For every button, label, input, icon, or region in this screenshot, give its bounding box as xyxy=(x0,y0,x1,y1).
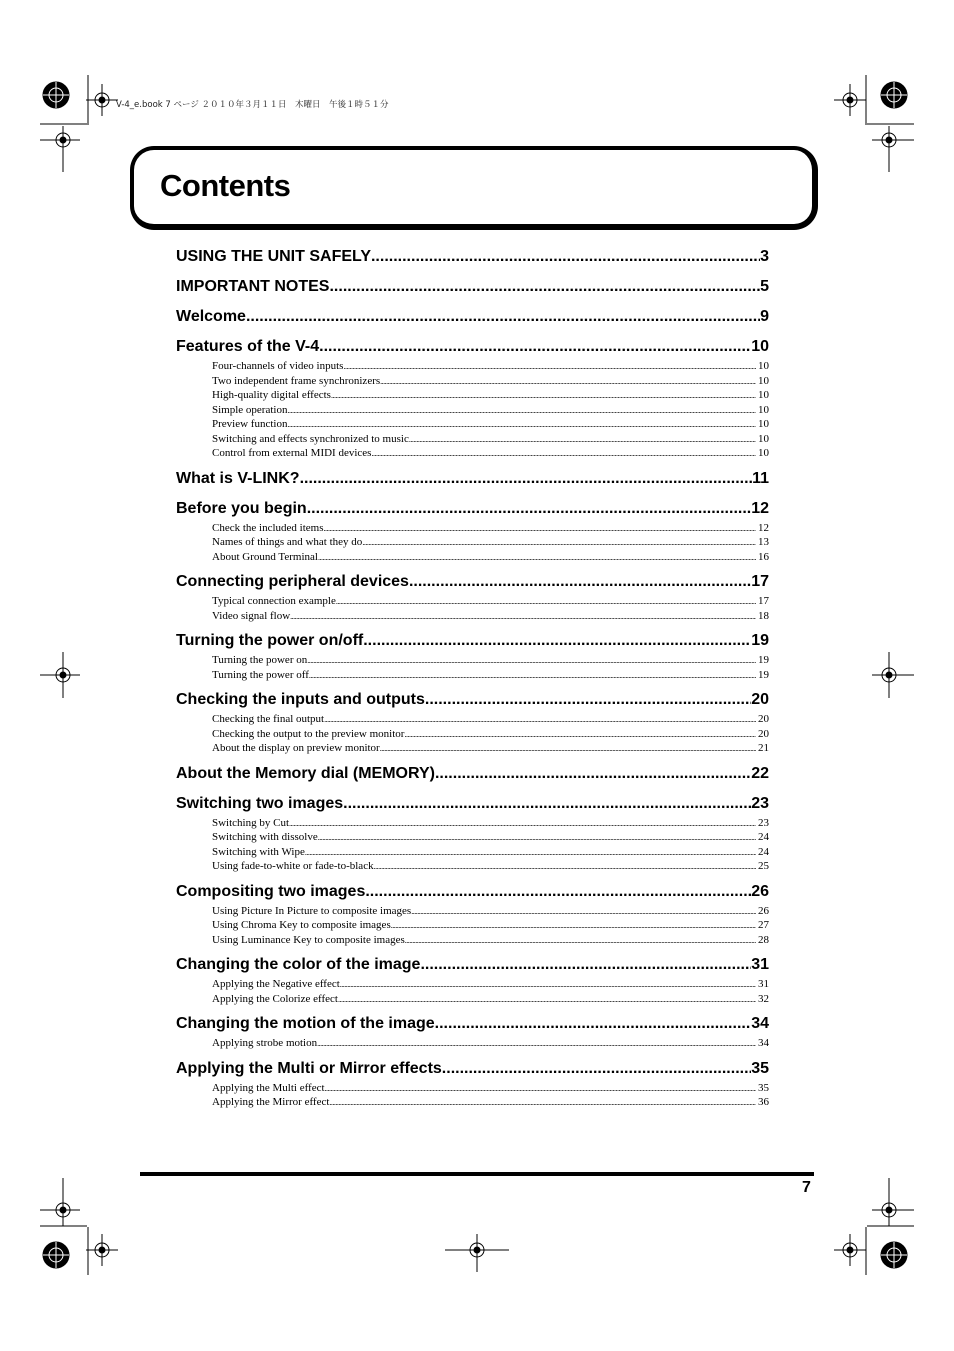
toc-heading-title: Checking the inputs and outputs xyxy=(176,691,425,708)
toc-subitem-title: About Ground Terminal xyxy=(212,550,318,563)
dot-leader xyxy=(425,691,751,709)
dot-leader xyxy=(365,883,751,901)
toc-subitem-title: Checking the output to the preview monitor xyxy=(212,727,405,740)
toc-subitem-page: 32 xyxy=(758,992,769,1005)
toc-heading-title: Changing the color of the image xyxy=(176,956,421,973)
toc-subitem-page: 25 xyxy=(758,860,769,872)
toc-subitem-title: Using fade-to-white or fade-to-black xyxy=(212,860,374,872)
dot-leader xyxy=(319,338,751,356)
toc-subitem-title: Names of things and what they do xyxy=(212,536,363,548)
dot-leader xyxy=(409,573,751,591)
toc-heading-link[interactable] xyxy=(176,1060,769,1082)
toc-subitem-list xyxy=(176,905,769,949)
toc-subitem-list xyxy=(176,1082,769,1111)
toc-section xyxy=(176,338,769,462)
dot-leader xyxy=(289,819,756,828)
toc-subitem-link[interactable] xyxy=(212,610,769,625)
toc-heading-title: Before you begin xyxy=(176,499,307,517)
toc-section xyxy=(176,470,769,492)
dot-leader xyxy=(329,278,760,296)
toc-subitem-page: 12 xyxy=(758,521,769,534)
dot-leader xyxy=(287,420,756,429)
dot-leader xyxy=(435,1015,752,1033)
crosshair-icon xyxy=(40,1178,80,1226)
crosshair-icon xyxy=(86,1234,118,1266)
toc-subitem-title: Check the included items xyxy=(212,521,324,534)
toc-section xyxy=(176,691,769,757)
dot-leader xyxy=(324,715,756,724)
toc-subitem-page: 24 xyxy=(758,831,769,843)
crosshair-icon xyxy=(834,84,866,116)
toc-section xyxy=(176,1060,769,1111)
toc-heading-page: 9 xyxy=(760,308,769,325)
crosshair-icon xyxy=(445,1234,509,1272)
toc-subitem-list xyxy=(176,360,769,462)
toc-subitem-link[interactable] xyxy=(212,1082,769,1097)
toc-subitem-link[interactable] xyxy=(212,846,769,861)
toc-subitem-title: Turning the power off xyxy=(212,668,309,681)
toc-subitem-title: Using Chroma Key to composite images xyxy=(212,919,391,931)
toc-section xyxy=(176,308,769,330)
toc-section xyxy=(176,795,769,875)
dot-leader xyxy=(305,848,756,857)
dot-leader xyxy=(329,1098,756,1107)
toc-subitem-link[interactable] xyxy=(212,728,769,743)
dot-leader xyxy=(362,538,756,547)
crosshair-icon xyxy=(872,1178,914,1226)
toc-heading-title: Compositing two images xyxy=(176,882,366,900)
toc-subitem-page: 23 xyxy=(758,816,769,829)
toc-heading-title: About the Memory dial (MEMORY) xyxy=(176,764,435,782)
toc-subitem-page: 34 xyxy=(758,1037,769,1049)
dot-leader xyxy=(374,862,756,871)
dot-leader xyxy=(340,980,756,989)
toc-subitem-title: About the display on preview monitor xyxy=(212,742,380,754)
dot-leader xyxy=(300,470,753,488)
toc-subitem-page: 10 xyxy=(758,447,769,459)
toc-heading-link[interactable] xyxy=(176,500,769,522)
toc-subitem-link[interactable] xyxy=(212,551,769,566)
toc-section xyxy=(176,883,769,949)
crosshair-icon xyxy=(872,126,914,172)
crosshair-icon xyxy=(40,126,80,172)
toc-subitem-list xyxy=(176,817,769,875)
toc-section xyxy=(176,765,769,787)
dot-leader xyxy=(380,744,756,753)
toc-section xyxy=(176,278,769,300)
dot-leader xyxy=(324,524,757,533)
toc-subitem-page: 18 xyxy=(758,609,769,622)
dot-leader xyxy=(409,435,756,444)
toc-subitem-title: Switching and effects synchronized to music xyxy=(212,432,409,445)
toc-subitem-title: Video signal flow xyxy=(212,609,291,622)
registration-target-icon xyxy=(43,1242,69,1268)
dot-leader xyxy=(307,500,752,518)
toc-heading-title: Applying the Multi or Mirror effects xyxy=(176,1059,442,1077)
toc-subitem-title: Using Luminance Key to composite images xyxy=(212,933,405,946)
toc-heading-link[interactable] xyxy=(176,248,769,270)
toc-subitem-list xyxy=(176,1037,769,1052)
toc-heading-title: Features of the V-4 xyxy=(176,338,320,355)
toc-subitem-page: 10 xyxy=(758,432,769,445)
toc-heading-link[interactable] xyxy=(176,308,769,330)
dot-leader xyxy=(391,921,756,930)
toc-subitem-link[interactable] xyxy=(212,919,769,934)
dot-leader xyxy=(371,248,760,266)
toc-heading-link[interactable] xyxy=(176,883,769,905)
toc-heading-link[interactable] xyxy=(176,278,769,300)
toc-subitem-link[interactable] xyxy=(212,978,769,993)
toc-subitem-title: Two independent frame synchronizers xyxy=(212,374,381,387)
toc-subitem-link[interactable] xyxy=(212,522,769,537)
toc-section xyxy=(176,500,769,566)
footer-rule xyxy=(140,1172,814,1176)
toc-subitem-page: 10 xyxy=(758,403,769,416)
toc-subitem-link[interactable] xyxy=(212,360,769,375)
toc-subitem-page: 17 xyxy=(758,595,769,607)
toc-heading-title: Welcome xyxy=(176,308,246,325)
dot-leader xyxy=(338,995,756,1004)
toc-section xyxy=(176,573,769,624)
dot-leader xyxy=(309,671,756,680)
toc-subitem-title: Applying the Colorize effect xyxy=(212,992,338,1005)
toc-subitem-page: 13 xyxy=(758,536,769,548)
toc-subitem-page: 27 xyxy=(758,919,769,931)
dot-leader xyxy=(363,632,751,650)
dot-leader xyxy=(404,730,756,739)
toc-heading-page: 20 xyxy=(751,691,769,708)
toc-heading-link[interactable] xyxy=(176,1015,769,1037)
toc-subitem-title: Using Picture In Picture to composite images xyxy=(212,904,412,917)
toc-subitem-link[interactable] xyxy=(212,1037,769,1052)
toc-subitem-list xyxy=(176,522,769,566)
toc-subitem-title: Simple operation xyxy=(212,403,288,416)
toc-section xyxy=(176,956,769,1007)
toc-heading-title: What is V-LINK? xyxy=(176,469,300,487)
toc-heading-page: 34 xyxy=(751,1015,769,1032)
toc-section xyxy=(176,632,769,683)
registration-target-icon xyxy=(881,1242,907,1268)
toc-subitem-list xyxy=(176,978,769,1007)
toc-heading-link[interactable] xyxy=(176,573,769,595)
toc-subitem-page: 10 xyxy=(758,360,769,372)
toc-heading-page: 12 xyxy=(751,499,769,517)
toc-heading-page: 22 xyxy=(751,764,769,782)
toc-subitem-link[interactable] xyxy=(212,536,769,551)
registration-target-icon xyxy=(43,82,69,108)
toc-heading-page: 11 xyxy=(752,469,769,487)
toc-subitem-page: 10 xyxy=(758,389,769,401)
dot-leader xyxy=(290,612,756,621)
toc-heading-title: IMPORTANT NOTES xyxy=(176,278,330,295)
toc-subitem-link[interactable] xyxy=(212,595,769,610)
toc-subitem-page: 26 xyxy=(758,904,769,917)
toc-heading-page: 35 xyxy=(751,1059,769,1077)
toc-subitem-title: Typical connection example xyxy=(212,595,336,607)
toc-subitem-link[interactable] xyxy=(212,418,769,433)
toc-subitem-list xyxy=(176,713,769,757)
toc-subitem-title: Four-channels of video inputs xyxy=(212,360,344,372)
dot-leader xyxy=(287,406,756,415)
toc-subitem-page: 21 xyxy=(758,742,769,754)
toc-heading-title: Connecting peripheral devices xyxy=(176,573,409,590)
dot-leader xyxy=(405,936,756,945)
toc-subitem-title: Checking the final output xyxy=(212,713,325,725)
dot-leader xyxy=(343,362,756,371)
toc-heading-title: USING THE UNIT SAFELY xyxy=(176,248,371,265)
toc-subitem-link[interactable] xyxy=(212,817,769,832)
toc-subitem-link[interactable] xyxy=(212,654,769,669)
toc-heading-page: 31 xyxy=(751,956,769,973)
toc-subitem-link[interactable] xyxy=(212,1096,769,1111)
toc-subitem-link[interactable] xyxy=(212,375,769,390)
toc-section xyxy=(176,1015,769,1052)
toc-heading-link[interactable] xyxy=(176,956,769,978)
dot-leader xyxy=(336,597,756,606)
page-number: 7 xyxy=(802,1179,811,1196)
toc-heading-link[interactable] xyxy=(176,691,769,713)
toc-heading-title: Changing the motion of the image xyxy=(176,1015,435,1032)
toc-subitem-page: 16 xyxy=(758,550,769,563)
toc-heading-link[interactable] xyxy=(176,632,769,654)
toc-subitem-page: 35 xyxy=(758,1081,769,1094)
toc-heading-page: 19 xyxy=(751,632,769,649)
toc-subitem-link[interactable] xyxy=(212,831,769,846)
toc-subitem-page: 24 xyxy=(758,845,769,858)
toc-heading-link[interactable] xyxy=(176,795,769,817)
toc-subitem-link[interactable] xyxy=(212,934,769,949)
toc-subitem-link[interactable] xyxy=(212,433,769,448)
toc-subitem-link[interactable] xyxy=(212,993,769,1008)
toc-heading-page: 10 xyxy=(751,338,769,355)
dot-leader xyxy=(411,907,756,916)
toc-subitem-title: Switching by Cut xyxy=(212,816,290,829)
toc-section xyxy=(176,248,769,270)
toc-subitem-link[interactable] xyxy=(212,742,769,757)
toc-subitem-title: Control from external MIDI devices xyxy=(212,447,372,459)
dot-leader xyxy=(420,956,751,974)
dot-leader xyxy=(317,1039,756,1048)
toc-subitem-link[interactable] xyxy=(212,669,769,684)
toc-heading-title: Turning the power on/off xyxy=(176,632,364,649)
toc-subitem-page: 10 xyxy=(758,374,769,387)
dot-leader xyxy=(442,1060,751,1078)
toc-subitem-title: Applying strobe motion xyxy=(212,1037,318,1049)
dot-leader xyxy=(343,795,751,813)
dot-leader xyxy=(331,391,756,400)
dot-leader xyxy=(435,765,751,783)
toc-subitem-page: 19 xyxy=(758,668,769,681)
crosshair-icon xyxy=(834,1234,866,1266)
toc-heading-link[interactable] xyxy=(176,470,769,492)
toc-heading-page: 3 xyxy=(760,248,769,265)
toc-subitem-title: High-quality digital effects xyxy=(212,389,331,401)
toc-subitem-link[interactable] xyxy=(212,404,769,419)
toc-subitem-title: Switching with Wipe xyxy=(212,845,305,858)
toc-heading-page: 17 xyxy=(751,573,769,590)
toc-heading-link[interactable] xyxy=(176,338,769,360)
toc-subitem-link[interactable] xyxy=(212,713,769,728)
toc-subitem-link[interactable] xyxy=(212,905,769,920)
page-title: Contents xyxy=(160,168,291,203)
toc-subitem-page: 31 xyxy=(758,978,769,990)
toc-subitem-title: Applying the Multi effect xyxy=(212,1081,325,1094)
toc-heading-page: 5 xyxy=(760,278,769,295)
toc-subitem-title: Switching with dissolve xyxy=(212,831,318,843)
print-info-line: V-4_e.book 7 ページ ２０１０年３月１１日 木曜日 午後１時５１分 xyxy=(116,100,389,110)
toc-subitem-list xyxy=(176,654,769,683)
toc-heading-link[interactable] xyxy=(176,765,769,787)
crosshair-icon xyxy=(86,84,118,116)
toc-subitem-list xyxy=(176,595,769,624)
toc-subitem-title: Preview function xyxy=(212,418,288,430)
toc-heading-page: 26 xyxy=(751,882,769,900)
dot-leader xyxy=(380,377,756,386)
toc-subitem-link[interactable] xyxy=(212,389,769,404)
toc-heading-page: 23 xyxy=(751,794,769,812)
toc-heading-title: Switching two images xyxy=(176,794,344,812)
table-of-contents xyxy=(176,248,769,1119)
dot-leader xyxy=(246,308,760,326)
dot-leader xyxy=(371,449,756,458)
toc-subitem-page: 36 xyxy=(758,1096,769,1108)
dot-leader xyxy=(318,833,756,842)
toc-subitem-page: 20 xyxy=(758,713,769,725)
toc-subitem-page: 19 xyxy=(758,654,769,666)
dot-leader xyxy=(318,553,756,562)
toc-subitem-link[interactable] xyxy=(212,860,769,875)
crosshair-icon xyxy=(40,652,80,698)
toc-subitem-title: Applying the Negative effect xyxy=(212,978,340,990)
toc-subitem-page: 28 xyxy=(758,933,769,946)
toc-subitem-title: Turning the power on xyxy=(212,654,308,666)
registration-target-icon xyxy=(881,82,907,108)
toc-subitem-page: 10 xyxy=(758,418,769,430)
toc-subitem-link[interactable] xyxy=(212,447,769,462)
toc-subitem-page: 20 xyxy=(758,727,769,740)
dot-leader xyxy=(325,1084,756,1093)
dot-leader xyxy=(307,656,756,665)
crosshair-icon xyxy=(872,652,914,698)
toc-subitem-title: Applying the Mirror effect xyxy=(212,1096,330,1108)
